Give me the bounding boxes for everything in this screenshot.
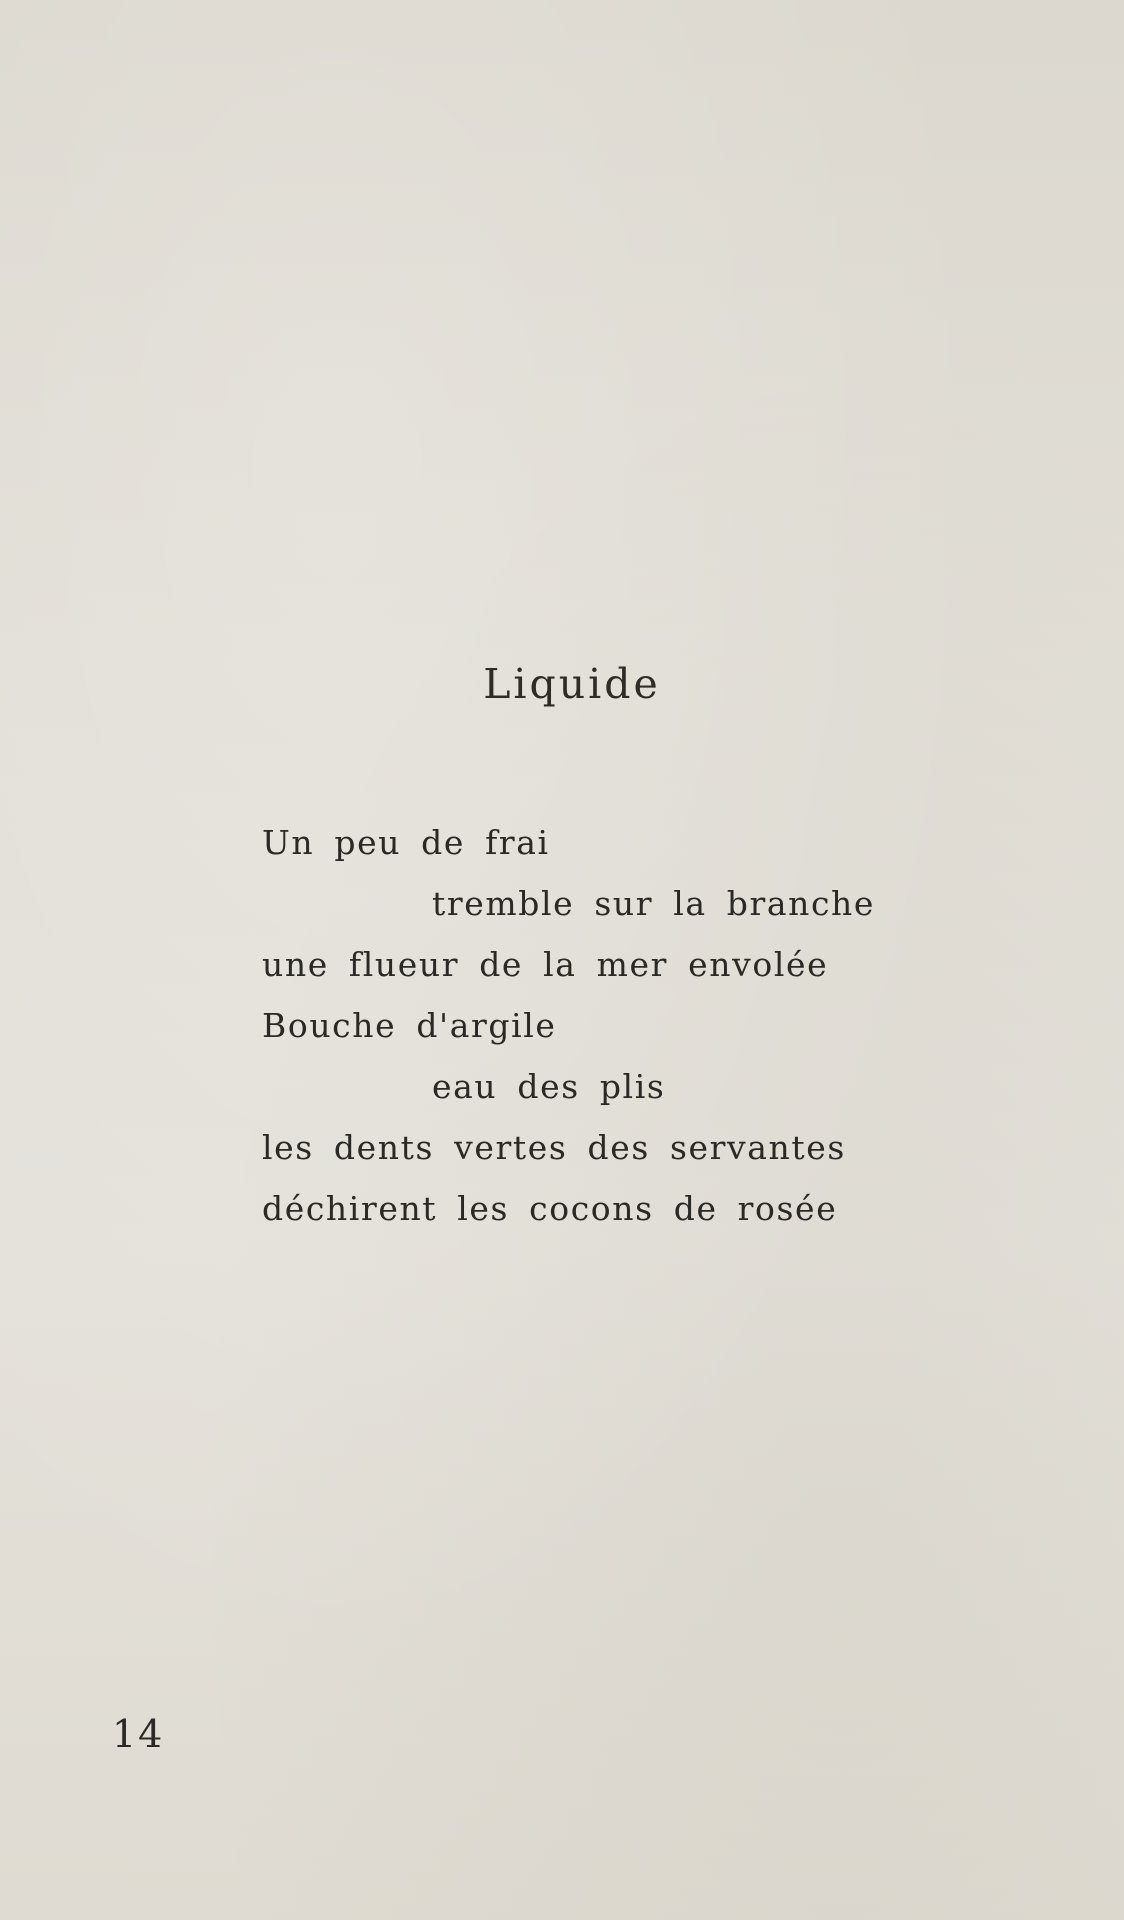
poem-body <box>262 812 875 1239</box>
poem-line: Un peu de frai <box>262 823 550 862</box>
poem-line: les dents vertes des servantes <box>262 1128 846 1167</box>
poem-line: Bouche d'argile <box>262 1006 557 1045</box>
poem-line: eau des plis <box>432 1067 666 1106</box>
poem-line: tremble sur la branche <box>432 884 876 923</box>
poem-title: Liquide <box>483 660 661 708</box>
poem-line: déchirent les cocons de rosée <box>262 1189 838 1228</box>
page-number: 14 <box>112 1712 165 1756</box>
poem-line: une flueur de la mer envolée <box>262 945 829 984</box>
